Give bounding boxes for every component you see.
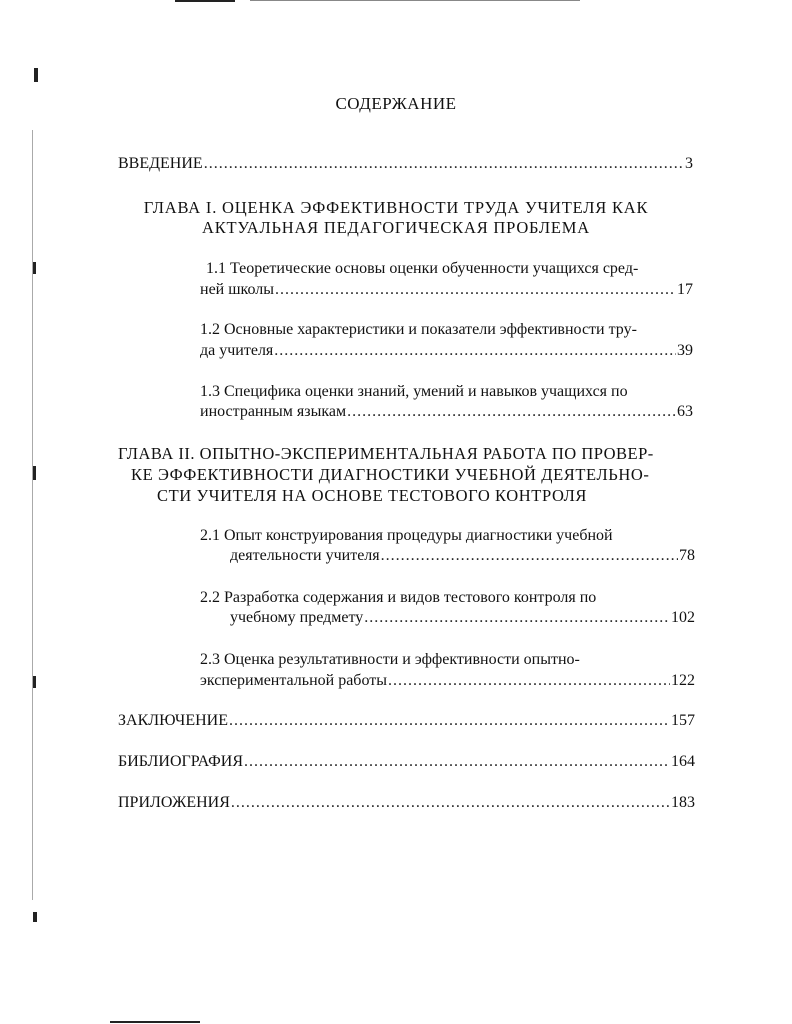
toc-entry-intro (118, 155, 693, 173)
dot-leader (275, 281, 676, 299)
dot-leader (229, 712, 670, 730)
scan-artifact-left-margin (33, 676, 36, 688)
scan-artifact-left-margin (32, 130, 33, 900)
toc-section (200, 342, 693, 360)
toc-entry-label: БИБЛИОГРАФИЯ (118, 753, 244, 770)
toc-entry-label: ЗАКЛЮЧЕНИЕ (118, 712, 228, 729)
toc-entry-page: 102 (671, 609, 695, 626)
chapter-heading: АКТУАЛЬНАЯ ПЕДАГОГИЧЕСКАЯ ПРОБЛЕМА (202, 218, 590, 237)
scan-artifact-top (175, 0, 235, 2)
toc-section-text: экспериментальной работы (200, 672, 387, 689)
chapter-heading: ГЛАВА II. ОПЫТНО-ЭКСПЕРИМЕНТАЛЬНАЯ РАБОТА ПО ПРОВЕР- (118, 444, 654, 463)
toc-section (200, 672, 695, 690)
toc-entry-page: 122 (671, 672, 695, 689)
chapter-heading: СТИ УЧИТЕЛЯ НА ОСНОВЕ ТЕСТОВОГО КОНТРОЛЯ (157, 486, 588, 505)
toc-section (200, 403, 693, 421)
toc-section (230, 609, 695, 627)
toc-section (200, 281, 693, 299)
toc-section-text: деятельности учителя (230, 547, 380, 564)
toc-entry-bibliography (118, 753, 695, 771)
dot-leader (231, 794, 670, 812)
toc-section-text: 2.2 Разработка содержания и видов тестового контроля по (200, 589, 597, 606)
toc-entry-page: 63 (677, 403, 693, 420)
toc-section-text: 1.1 Теоретические основы оценки обученности учащихся сред- (206, 260, 639, 277)
toc-section-text: учебному предмету (230, 609, 364, 626)
dot-leader (274, 342, 676, 360)
dot-leader (204, 155, 684, 173)
toc-section-text: ней школы (200, 281, 275, 298)
toc-entry-page: 164 (671, 753, 695, 770)
toc-section-text: иностранным языкам (200, 403, 347, 420)
dot-leader (381, 547, 678, 565)
toc-entry-label: ВВЕДЕНИЕ (118, 155, 203, 172)
dot-leader (244, 753, 670, 771)
toc-section-text: 2.1 Опыт конструирования процедуры диагностики учебной (200, 527, 613, 544)
toc-entry-page: 3 (685, 155, 693, 172)
scan-artifact-left-margin (33, 262, 36, 274)
toc-entry-conclusion (118, 712, 695, 730)
toc-entry-page: 39 (677, 342, 693, 359)
toc-section-text: 1.3 Специфика оценки знаний, умений и навыков учащихся по (200, 383, 628, 400)
toc-section-text: 1.2 Основные характеристики и показатели эффективности тру- (200, 321, 637, 338)
toc-entry-appendices (118, 794, 695, 812)
chapter-heading: КЕ ЭФФЕКТИВНОСТИ ДИАГНОСТИКИ УЧЕБНОЙ ДЕЯТЕЛЬНО- (131, 465, 650, 484)
toc-section-text: да учителя (200, 342, 274, 359)
dot-leader (347, 403, 676, 421)
scan-artifact-bottom (110, 1021, 200, 1023)
toc-entry-page: 157 (671, 712, 695, 729)
scan-artifact-top (250, 0, 580, 1)
toc-entry-page: 183 (671, 794, 695, 811)
toc-section-text: 2.3 Оценка результативности и эффективности опытно- (200, 651, 580, 668)
toc-entry-page: 78 (679, 547, 695, 564)
toc-entry-label: ПРИЛОЖЕНИЯ (118, 794, 230, 811)
dot-leader (388, 672, 670, 690)
dot-leader (364, 609, 670, 627)
page-title: СОДЕРЖАНИЕ (335, 94, 457, 113)
toc-section (230, 547, 695, 565)
chapter-heading: ГЛАВА I. ОЦЕНКА ЭФФЕКТИВНОСТИ ТРУДА УЧИТЕЛЯ КАК (143, 198, 649, 217)
toc-entry-page: 17 (677, 281, 693, 298)
scan-artifact-left-margin (33, 466, 36, 480)
scan-artifact-left-margin (33, 912, 37, 922)
scan-artifact-left-margin (34, 68, 38, 82)
